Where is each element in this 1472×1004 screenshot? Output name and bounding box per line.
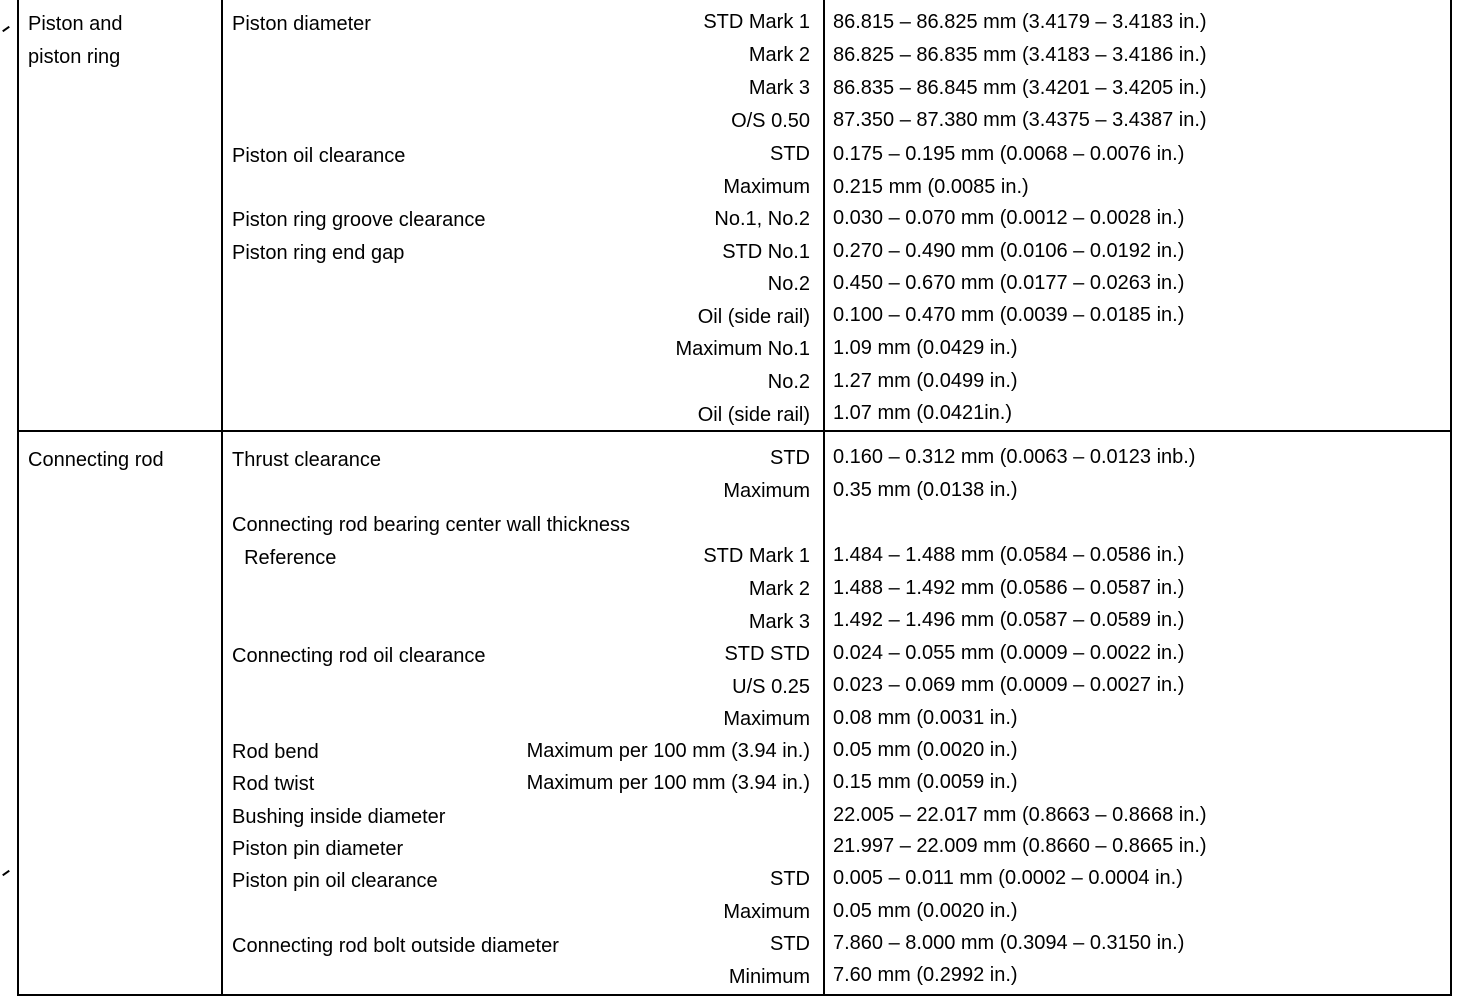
spec-value: 86.825 – 86.835 mm (3.4183 – 3.4186 in.)	[833, 44, 1207, 66]
spec-condition: Minimum	[728, 966, 810, 988]
spec-condition: STD Mark 1	[703, 11, 810, 33]
spec-value: 1.07 mm (0.0421in.)	[833, 402, 1012, 424]
spec-condition: No.2	[767, 273, 810, 295]
section-title: piston ring	[28, 46, 121, 68]
spec-value: 0.030 – 0.070 mm (0.0012 – 0.0028 in.)	[833, 207, 1185, 229]
spec-value: 0.270 – 0.490 mm (0.0106 – 0.0192 in.)	[833, 240, 1185, 262]
spec-condition: Oil (side rail)	[697, 404, 810, 426]
spec-value: 0.023 – 0.069 mm (0.0009 – 0.0027 in.)	[833, 674, 1185, 696]
spec-condition: STD STD	[724, 643, 810, 665]
spec-item: Piston pin oil clearance	[232, 870, 438, 892]
spec-item: Bushing inside diameter	[232, 806, 446, 828]
spec-condition: Mark 3	[748, 77, 810, 99]
table-bottom-border	[17, 994, 1452, 996]
section-divider	[17, 430, 1452, 432]
spec-condition: No.1, No.2	[714, 208, 810, 230]
spec-item: Rod twist	[232, 773, 315, 795]
table-left-border	[17, 0, 19, 996]
spec-condition: No.2	[767, 371, 810, 393]
spec-value: 1.488 – 1.492 mm (0.0586 – 0.0587 in.)	[833, 577, 1185, 599]
spec-value: 0.05 mm (0.0020 in.)	[833, 739, 1018, 761]
spec-value: 0.35 mm (0.0138 in.)	[833, 479, 1018, 501]
spec-value: 0.15 mm (0.0059 in.)	[833, 771, 1018, 793]
category-column-divider	[221, 0, 223, 996]
spec-item: Piston diameter	[232, 13, 371, 35]
spec-item: Thrust clearance	[232, 449, 381, 471]
spec-value: 1.27 mm (0.0499 in.)	[833, 370, 1018, 392]
spec-item: Connecting rod oil clearance	[232, 645, 486, 667]
spec-item: Piston ring end gap	[232, 242, 405, 264]
spec-value: 1.484 – 1.488 mm (0.0584 – 0.0586 in.)	[833, 544, 1185, 566]
spec-condition: U/S 0.25	[732, 676, 810, 698]
spec-condition: Maximum per 100 mm (3.94 in.)	[526, 740, 810, 762]
spec-condition: Mark 2	[748, 44, 810, 66]
spec-item: Rod bend	[232, 741, 319, 763]
spec-condition: Mark 2	[748, 578, 810, 600]
spec-condition: O/S 0.50	[731, 110, 810, 132]
spec-condition: STD	[770, 868, 810, 890]
table-right-border	[1450, 0, 1452, 996]
spec-condition: Maximum	[723, 480, 810, 502]
spec-value: 86.835 – 86.845 mm (3.4201 – 3.4205 in.)	[833, 77, 1207, 99]
spec-value: 1.09 mm (0.0429 in.)	[833, 337, 1018, 359]
spec-value: 0.08 mm (0.0031 in.)	[833, 707, 1018, 729]
spec-value: 0.100 – 0.470 mm (0.0039 – 0.0185 in.)	[833, 304, 1185, 326]
spec-condition: Oil (side rail)	[697, 306, 810, 328]
spec-item: Piston ring groove clearance	[232, 209, 486, 231]
section-title: Piston and	[28, 13, 123, 35]
spec-condition: STD	[770, 933, 810, 955]
spec-value: 87.350 – 87.380 mm (3.4375 – 3.4387 in.)	[833, 109, 1207, 131]
spec-item: Reference	[233, 547, 337, 569]
spec-condition: Mark 3	[748, 611, 810, 633]
section-title: Connecting rod	[28, 449, 164, 471]
spec-condition: Maximum	[723, 176, 810, 198]
spec-value: 21.997 – 22.009 mm (0.8660 – 0.8665 in.)	[833, 835, 1207, 857]
spec-value: 0.175 – 0.195 mm (0.0068 – 0.0076 in.)	[833, 143, 1185, 165]
spec-condition: Maximum	[723, 708, 810, 730]
margin-tick	[2, 870, 10, 876]
spec-value: 7.60 mm (0.2992 in.)	[833, 964, 1018, 986]
spec-condition: Maximum per 100 mm (3.94 in.)	[526, 772, 810, 794]
spec-value: 7.860 – 8.000 mm (0.3094 – 0.3150 in.)	[833, 932, 1185, 954]
spec-condition: STD	[770, 143, 810, 165]
spec-value: 86.815 – 86.825 mm (3.4179 – 3.4183 in.)	[833, 11, 1207, 33]
spec-value: 0.160 – 0.312 mm (0.0063 – 0.0123 inb.)	[833, 446, 1196, 468]
value-column-divider	[823, 0, 825, 996]
spec-item: Piston pin diameter	[232, 838, 404, 860]
spec-condition: Maximum	[723, 901, 810, 923]
spec-value: 0.005 – 0.011 mm (0.0002 – 0.0004 in.)	[833, 867, 1183, 889]
spec-item: Connecting rod bolt outside diameter	[232, 935, 559, 957]
spec-value: 1.492 – 1.496 mm (0.0587 – 0.0589 in.)	[833, 609, 1185, 631]
spec-value: 0.024 – 0.055 mm (0.0009 – 0.0022 in.)	[833, 642, 1185, 664]
spec-value: 22.005 – 22.017 mm (0.8663 – 0.8668 in.)	[833, 804, 1207, 826]
spec-condition: Maximum No.1	[675, 338, 810, 360]
margin-tick	[2, 26, 10, 32]
spec-condition: STD Mark 1	[703, 545, 810, 567]
spec-value: 0.05 mm (0.0020 in.)	[833, 900, 1018, 922]
spec-condition: STD	[770, 447, 810, 469]
spec-condition: STD No.1	[722, 241, 810, 263]
spec-item: Connecting rod bearing center wall thickness	[232, 514, 630, 536]
spec-item: Piston oil clearance	[232, 145, 406, 167]
spec-value: 0.450 – 0.670 mm (0.0177 – 0.0263 in.)	[833, 272, 1185, 294]
spec-value: 0.215 mm (0.0085 in.)	[833, 176, 1029, 198]
